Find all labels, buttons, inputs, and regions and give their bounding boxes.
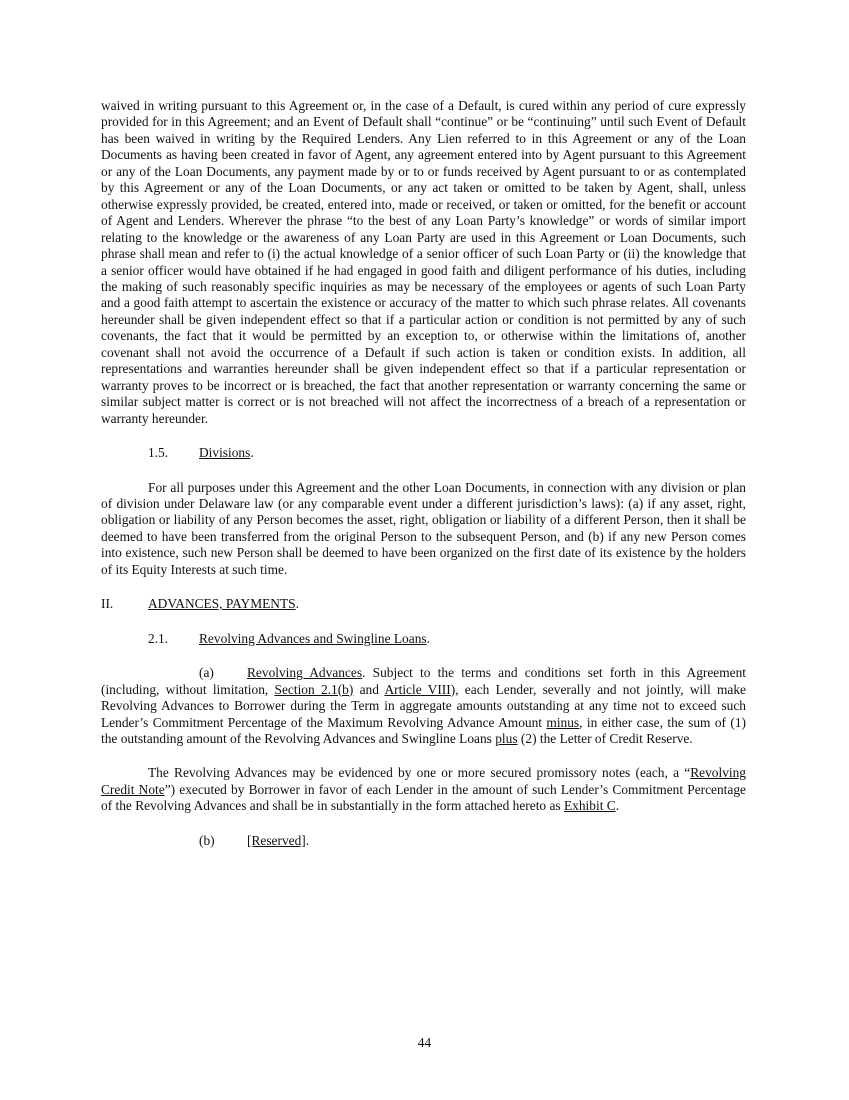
revolving-credit-note-paragraph: The Revolving Advances may be evidenced by one or more secured promissory notes (each, a “Revolving Credit Note”) executed by Borrower in favor of each Lender in the amount of such Lender’s Commitment Percentage of the Revolving Advances and shall be in substantially in the form attached hereto as Exhibit C. [101,765,746,814]
section-number: 1.5. [148,445,169,461]
subsection-title: Revolving Advances [247,665,363,681]
section-title: Divisions [199,445,251,461]
cross-reference: Article VIII [384,681,451,697]
subsection-label: (a) [199,665,214,681]
section-1-5-body: For all purposes under this Agreement and the other Loan Documents, in connection with any division or plan of division under Delaware law (or any comparable event under a different jurisdiction’s laws): (a) if any asset, right, obligation or liability of any Person becomes the asset, right, obligation or liability of a different Person, then it shall be deemed to have been transferred from the original Person to the subsequent Person, and (b) if any new Person comes into existence, such new Person shall be deemed to have been organized on the first date of its existence by the holders of its Equity Interests at such time. [101,479,746,577]
cross-reference: Section 2.1(b) [274,681,354,697]
section-1-5-heading: 1.5. Divisions. [148,445,254,461]
subsection-b: (b) [Reserved]. [199,832,310,848]
paragraph-continuation: waived in writing pursuant to this Agreement or, in the case of a Default, is cured within any period of cure expressly provided for in this Agreement; and an Event of Default shall “continue” or be “continuing” until such Event of Default has been waived in writing by the Required Lenders. Any Lien referred to in this Agreement or any of the Loan Documents as having been created in favor of Agent, any agreement entered into by Agent pursuant to this Agreement or any of the Loan Documents, any payment made by or to or funds received by Agent pursuant to or as contemplated by this Agreement or any of the Loan Documents, or any act taken or omitted to be taken by Agent, shall, unless otherwise expressly provided, be created, entered into, made or received, or taken or omitted, for the benefit or account of Agent and Lenders. Wherever the phrase “to the best of any Loan Party’s knowledge” or words of similar import relating to the knowledge or the awareness of any Loan Party are used in this Agreement or Loan Documents, such phrase shall mean and refer to (i) the actual knowledge of a senior officer of such Loan Party or (ii) the knowledge that a senior officer would have obtained if he had engaged in good faith and diligent performance of his duties, including the making of such reasonably specific inquiries as may be necessary of the employees or agents of such Loan Party and a good faith attempt to ascertain the existence or accuracy of the matter to which such phrase relates. All covenants hereunder shall be given independent effect so that if a particular action or condition is not permitted by any of such covenants, the fact that it would be permitted by an exception to, or otherwise within the limitations of, another covenant shall not avoid the occurrence of a Default if such action is taken or condition exists. In addition, all representations and warranties hereunder shall be given independent effect so that if a particular representation or warranty proves to be incorrect or is breached, the fact that another representation or warranty concerning the same or similar subject matter is correct or is not breached will not affect the incorrectness of a breach of a representation or warranty hereunder. [101,98,746,426]
section-2-1-heading: 2.1. Revolving Advances and Swingline Loans. [148,630,430,646]
page-number: 44 [417,1035,432,1050]
subsection-title: [Reserved] [247,832,306,848]
defined-term: Revolving Credit Note [101,765,746,797]
exhibit-reference: Exhibit C [563,798,616,814]
article-2-heading: II. ADVANCES, PAYMENTS. [101,596,299,612]
section-title: Revolving Advances and Swingline Loans [199,630,427,646]
term-plus: plus [495,730,518,746]
document-page [101,98,746,849]
article-title: ADVANCES, PAYMENTS [148,596,296,612]
term-minus: minus [546,714,580,730]
section-number: 2.1. [148,630,169,646]
article-number: II. [101,596,114,612]
subsection-label: (b) [199,832,215,848]
subsection-a: (a) Revolving Advances. Subject to the terms and conditions set forth in this Agreement (including, without limitation, Section 2.1(b) and Article VIII), each Lender, severally and not jointly, will make Revolving Advances to Borrower during the Term in aggregate amounts outstanding at any time not to exceed such Lender’s Commitment Percentage of the Maximum Revolving Advance Amount minus, in either case, the sum of (1) the outstanding amount of the Revolving Advances and Swingline Loans plus (2) the Letter of Credit Reserve. [101,665,747,746]
